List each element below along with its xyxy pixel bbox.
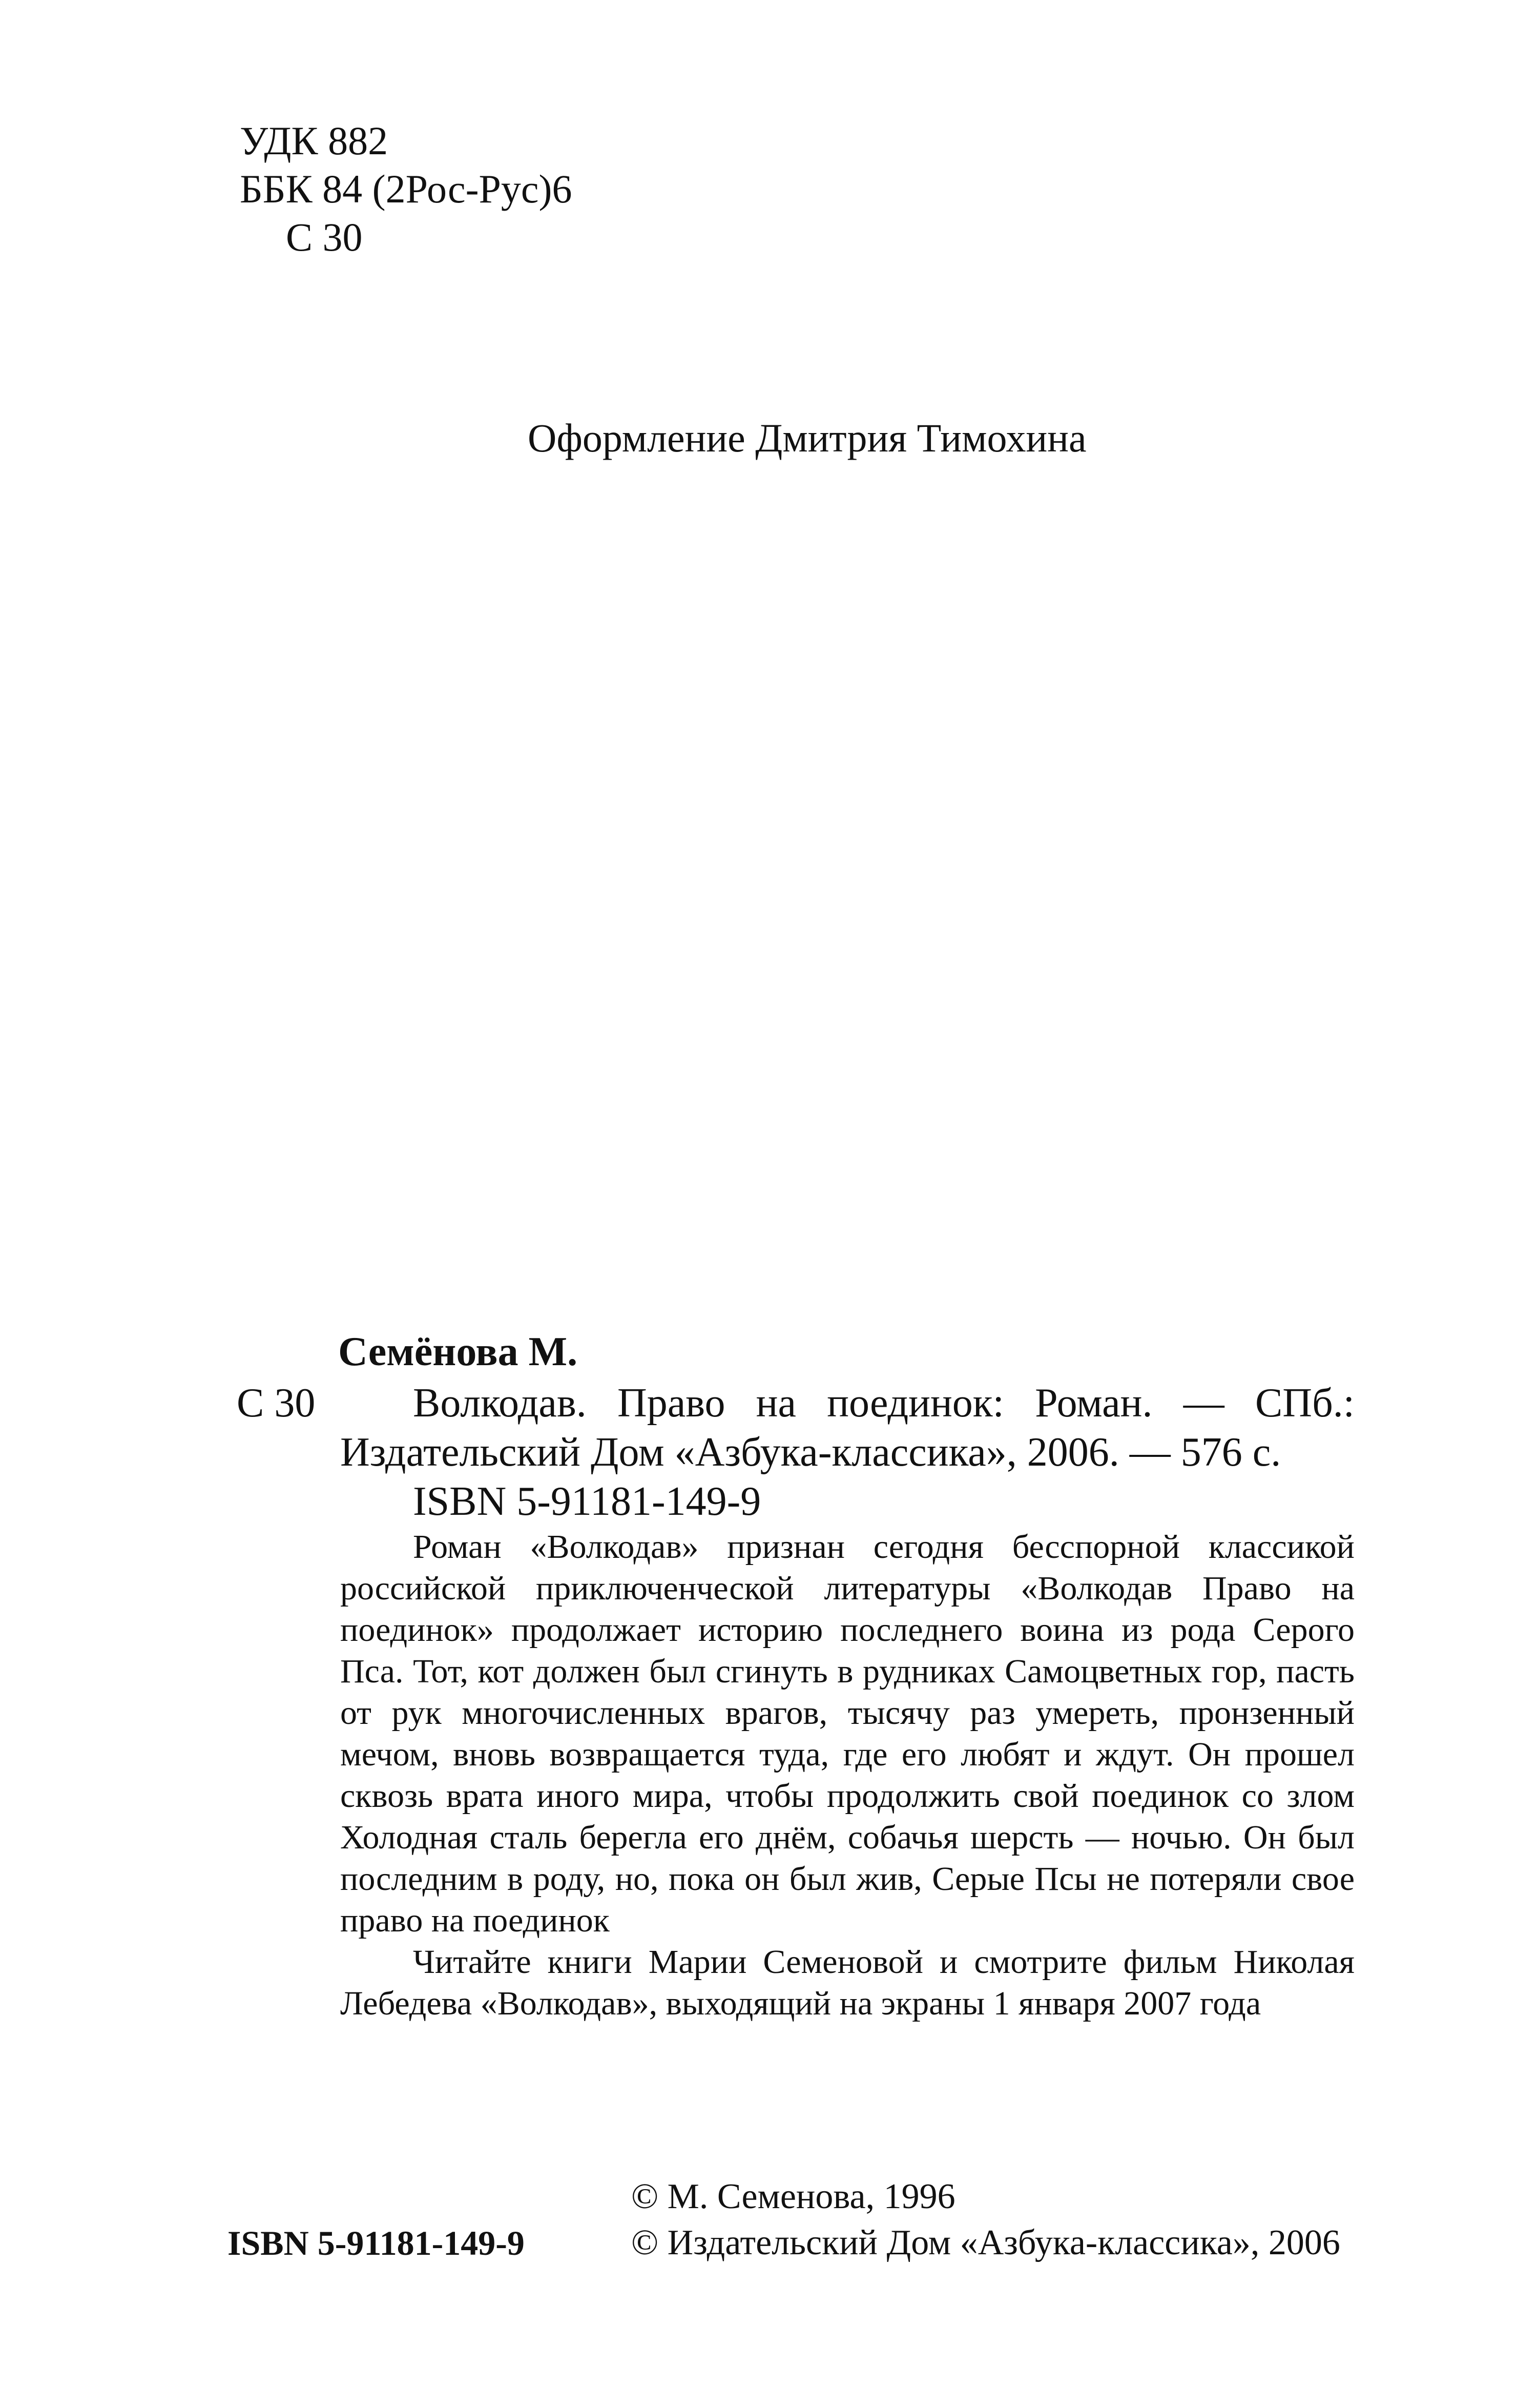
footer-isbn: ISBN 5-91181-149-9 (227, 2224, 525, 2262)
copyright-block (631, 2174, 1340, 2266)
copyright-publisher: © Издательский Дом «Азбука-классика», 2006 (631, 2223, 1340, 2262)
catalog-author: Семёнова М. (338, 1329, 578, 1374)
bibliographic-description: Волкодав. Право на поединок: Роман. — СПб.: Издательский Дом «Азбука-классика», 2006. — 576 с. (340, 1381, 1355, 1475)
annotation-paragraph: Роман «Волкодав» признан сегодня бесспорной классикой российской приключенческой литературы «Волкодав Право на поединок» продолжает историю последнего воина из рода Серого Пса. Тот, кот должен был сгинуть в рудниках Самоцветных гор, пасть от рук многочисленных врагов, тысячу раз умереть, пронзенный мечом, вновь возвращается туда, где его любят и ждут. Он прошел сквозь врата иного мира, чтобы продолжить свой поединок со злом Холодная сталь берегла его днём, собачья шерсть — ночью. Он был последним в роду, но, пока он был жив, Серые Псы не потеряли свое право на поединок (340, 1528, 1355, 1939)
udk-code: УДК 882 (240, 118, 388, 163)
catalog-call-mark: С 30 (237, 1381, 316, 1426)
design-credit: Оформление Дмитрия Тимохина (528, 416, 1087, 460)
bbk-code: ББК 84 (2Рос-Рус)6 (240, 167, 572, 211)
classification-block (240, 117, 572, 261)
annotation-paragraph: Читайте книги Марии Семеновой и смотрите фильм Николая Лебедева «Волкодав», выходящий на экраны 1 января 2007 года (340, 1943, 1355, 2022)
author-mark: С 30 (286, 215, 363, 259)
catalog-isbn: ISBN 5-91181-149-9 (413, 1479, 761, 1524)
annotation (340, 1526, 1355, 2024)
copyright-author: © М. Семенова, 1996 (631, 2177, 955, 2216)
